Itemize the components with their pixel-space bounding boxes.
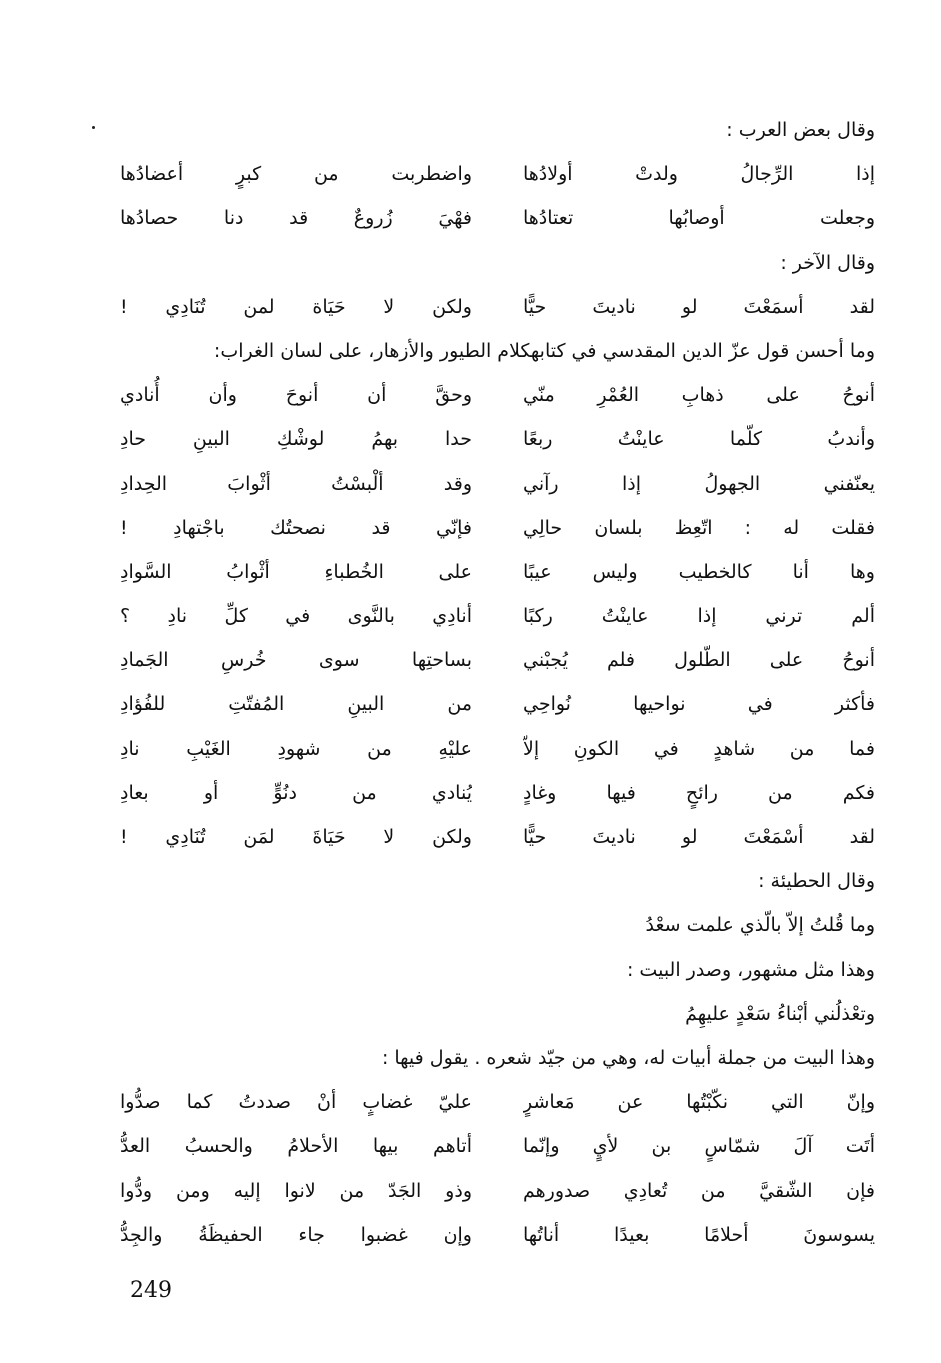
prose-line: وقال بعض العرب : <box>726 119 875 141</box>
verse-first-hemistich: وإنّ التي نكّبْتُها عن مَعاشرٍ <box>523 1091 875 1114</box>
verse-first-hemistich: أنوحُ على الطّلول فلم يُجبْني <box>523 649 875 672</box>
verse-line <box>120 417 875 461</box>
verse-first-hemistich: فكم من رائحٍ فيها وغادٍ <box>523 781 875 804</box>
verse-second-hemistich: من البينِ المُفتّتِ للفُؤادِ <box>120 693 472 716</box>
verse-second-hemistich: وإن غضبوا جاء الحفيظَةُ والجِدُّ <box>120 1223 472 1246</box>
verse-first-hemistich: يعنّفني الجهولُ إذا رآني <box>523 472 875 495</box>
prose-line: وقال الحطيئة : <box>758 870 875 893</box>
verse-line <box>120 506 875 550</box>
verse-first-hemistich: وأندبُ كلّما عاينْتُ ربعًا <box>523 428 875 451</box>
verse-first-hemistich: فإن الشّقيَّ من تُعادِي صدورهم <box>523 1179 875 1202</box>
verse-second-hemistich: يُنادي من دنُوٍّ أو بعادِ <box>120 781 472 804</box>
verse-line <box>120 638 875 682</box>
poetry-text-block <box>120 108 875 1257</box>
verse-second-hemistich: أتاهم بيها الأحلامُ والحسبُ العدُّ <box>120 1135 472 1158</box>
verse-first-hemistich: فما من شاهدٍ في الكونِ إلاّ <box>523 737 875 760</box>
verse-line <box>120 1080 875 1124</box>
verse-line <box>120 727 875 771</box>
verse-second-hemistich: عليّ غضابٍ أنْ صددتُ كما صدُّوا <box>120 1091 472 1114</box>
verse-second-hemistich: على الخُطباءِ أثْوابُ السَّوادِ <box>120 560 472 583</box>
verse-line <box>120 594 875 638</box>
verse-second-hemistich: حدا بهمُ لوشْكِ البينِ حادِ <box>120 428 472 451</box>
prose-line: وما قُلتُ إلاّ بالّذي علمت سعْدُ <box>645 914 875 937</box>
verse-line <box>120 771 875 815</box>
verse-second-hemistich: بساحتِها سوى خُرسِ الجَمادِ <box>120 649 472 672</box>
verse-second-hemistich: وحقَّ أن أنوحَ وأن أُنادي <box>120 384 472 407</box>
verse-line <box>120 152 875 196</box>
verse-first-hemistich: وها أنا كالخطيب وليس عيبًا <box>523 560 875 583</box>
page-number: 249 <box>130 1278 172 1303</box>
verse-first-hemistich: وجعلت أوصابُها تعتادُها <box>523 207 875 230</box>
verse-second-hemistich: وذو الجَدّ من لانوا إليه ومن ودُّوا <box>120 1179 472 1202</box>
verse-second-hemistich: فهْيَ زُروعٌ قد دنا حصادُها <box>120 207 472 230</box>
verse-second-hemistich: ولكن لا حَيَاة لمن تُنَادِي ! <box>120 295 472 318</box>
verse-first-hemistich: فقلت له : اتّعِظ بلسان حالِي <box>523 516 875 539</box>
verse-second-hemistich: عليْهِ من شهودِ الغَيْبِ نادِ <box>120 737 472 760</box>
prose-line: وقال الآخر : <box>780 251 875 274</box>
verse-first-hemistich: أنوحُ على ذهابِ العُمْرِ منّي <box>523 384 875 407</box>
prose-line: وما أحسن قول عزّ الدين المقدسي في كتابهكلام الطيور والأزهار، على لسان الغراب: <box>213 339 875 362</box>
verse-line <box>120 1124 875 1168</box>
verse-line <box>120 462 875 506</box>
verse-first-hemistich: فأكثر في نواحيها نُواحِي <box>523 693 875 716</box>
verse-second-hemistich: أنادِي بالنَّوى في كلِّ نادِ ؟ <box>120 605 472 628</box>
verse-line <box>120 682 875 726</box>
verse-line <box>120 373 875 417</box>
verse-first-hemistich: يسوسونَ أحلامًا بعيدًا أناتُها <box>523 1223 875 1246</box>
verse-first-hemistich: ألم ترني إذا عاينْتُ ركبًا <box>523 605 875 628</box>
verse-line <box>120 285 875 329</box>
verse-second-hemistich: واضطربت من كبرٍ أعضادُها <box>120 163 472 186</box>
verse-line <box>120 1169 875 1213</box>
prose-line: وهذا مثل مشهور، وصدر البيت : <box>626 958 875 981</box>
verse-first-hemistich: لقد أسْمَعْتَ لو ناديتَ حيًّا <box>523 826 875 848</box>
verse-first-hemistich: لقد أسمَعْتَ لو ناديتَ حيًّا <box>523 295 875 318</box>
verse-line <box>120 550 875 594</box>
verse-first-hemistich: إذا الرِّجالُ ولدتْ أولادُها <box>523 163 875 186</box>
verse-line <box>120 1213 875 1257</box>
verse-line <box>120 815 875 859</box>
verse-second-hemistich: ولكن لا حَيَاةَ لمَن تُنَادِي ! <box>120 826 472 848</box>
prose-line: وهذا البيت من جملة أبيات له، وهي من جيّد شعره . يقول فيها : <box>381 1046 875 1069</box>
prose-line: وتعْذلُني أبْناءُ سَعْدٍ عليهِمُ <box>685 1002 875 1025</box>
verse-second-hemistich: وقد ألْبسْتُ أثْوابَ الحِدادِ <box>120 472 472 495</box>
speck-mark <box>92 126 95 129</box>
verse-first-hemistich: أتَت آلَ شمّاسٍ بن لأيٍ وإنّما <box>523 1135 875 1158</box>
verse-line <box>120 196 875 240</box>
verse-second-hemistich: فإنّي قد نصحتُك باجْتهادِ ! <box>120 516 472 539</box>
